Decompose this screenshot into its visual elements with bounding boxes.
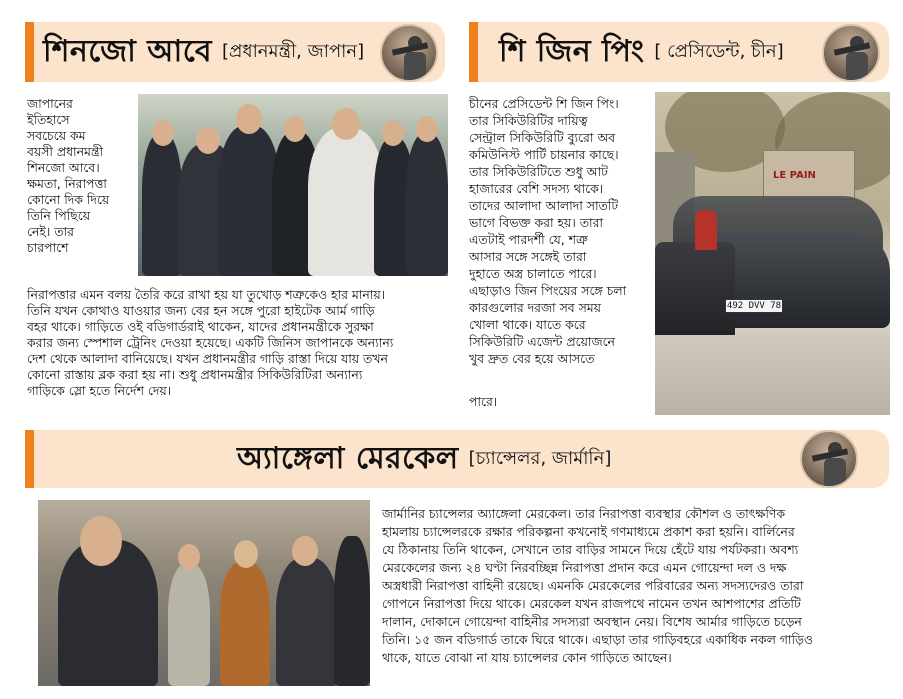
text-line: এছাড়াও জিন পিংয়ের সঙ্গে চলা	[469, 283, 627, 298]
text-line: সিকিউরিটি এজেন্ট প্রয়োজনে	[469, 334, 615, 349]
accent-bar	[469, 22, 478, 82]
accent-bar	[25, 22, 34, 82]
text-line: আসার সঙ্গে সঙ্গেই তারা	[469, 249, 587, 264]
text-line: গাড়িকে স্লো হতে নির্দেশ দেয়।	[27, 383, 172, 398]
merkel-photo	[38, 500, 370, 686]
text-line: কোনো রাস্তায় ব্লক করা হয় না। শুধু প্রধানমন্ত্রীর সিকিউরিটিরা অন্যান্য	[27, 367, 363, 382]
text-line: সবচেয়ে কম	[27, 128, 86, 143]
text-line: অস্ত্রধারী নিরাপত্তা বাহিনী রয়েছে। এমনকি মেরকেলের পরিবারের অন্য সদস্যদেরও তারা	[382, 578, 804, 593]
text-line: পারে।	[469, 394, 498, 409]
merkel-header-title	[237, 430, 611, 488]
text-line: বহর থাকে। গাড়িতে ওই বডিগার্ডরাই থাকেন, যাদের প্রধানমন্ত্রীকে সুরক্ষা	[27, 319, 374, 334]
text-line: ভাগে বিভক্ত করা হয়। তারা	[469, 215, 604, 230]
abe-role: [প্রধানমন্ত্রী, জাপান]	[222, 40, 365, 62]
shop-sign: LE PAIN	[773, 170, 816, 181]
text-line: মেরকেলের জন্য ২৪ ঘণ্টা নিরবচ্ছিন্ন নিরাপত্তা প্রদান করে এমন গোয়েন্দা দল ও দক্ষ	[382, 560, 787, 575]
text-line: তিনি। ১৫ জন বডিগার্ড তাকে ঘিরে থাকে। এছাড়া তার গাড়িবহরে একাধিক নকল গাড়িও	[382, 632, 814, 647]
xi-role: [ প্রেসিডেন্ট, চীন]	[654, 40, 784, 62]
text-line: তার সিকিউরিটির দায়িত্ব	[469, 113, 588, 128]
merkel-role: [চ্যান্সেলর, জার্মানি]	[468, 447, 612, 469]
license-plate: 492 DVV 78	[726, 301, 782, 311]
text-line: খোলা থাকে। যাতে করে	[469, 317, 586, 332]
merkel-header-banner	[25, 430, 889, 488]
text-line: তিনি পিছিয়ে	[27, 208, 91, 223]
text-line: দুহাতে অস্ত্র চালাতে পারে।	[469, 266, 597, 281]
text-line: তার সিকিউরিটিতে শুধু আট	[469, 164, 608, 179]
merkel-name: অ্যাঙ্গেলা মেরকেল	[237, 440, 459, 476]
text-line: শিনজো আবে।	[27, 160, 100, 175]
text-line: যে ঠিকানায় তিনি থাকেন, সেখানে তার বাড়ির সামনে দিয়ে হেঁটে যায় পর্যটকরা। অবশ্য	[382, 542, 799, 557]
text-line: হামলায় চ্যান্সেলরকে রক্ষার পরিকল্পনা কখনোই গণমাধ্যমে প্রকাশ করা হয়নি। বার্লিনের	[382, 524, 795, 539]
text-line: নেই। তার	[27, 224, 74, 239]
text-line: খুব দ্রুত বের হয়ে আসতে	[469, 351, 595, 366]
abe-name: শিনজো আবে	[43, 33, 213, 69]
text-line: দেশ থেকে আলাদা বানিয়েছে। যখন প্রধানমন্ত্রীর গাড়ি রাস্তা দিয়ে যায় তখন	[27, 351, 388, 366]
text-line: ক্ষমতা, নিরাপত্তা	[27, 176, 107, 191]
text-line: জার্মানির চ্যান্সেলর অ্যাঙ্গেলা মেরকেল। তার নিরাপত্তা ব্যবস্থার কৌশল ও তাৎক্ষণিক	[382, 506, 786, 521]
text-line: কারগুলোর দরজা সব সময়	[469, 300, 601, 315]
text-line: থাকে, যাতে বোঝা না যায় চ্যান্সেলর কোন গাড়িতে আছেন।	[382, 650, 672, 665]
text-line: করার জন্য স্পেশাল ট্রেনিং দেওয়া হয়েছে। একটি জিনিস জাপানকে অন্যান্য	[27, 335, 394, 350]
security-guard-badge-icon	[822, 24, 880, 82]
text-line: তাদের আলাদা আলাদা সাতটি	[469, 198, 619, 213]
text-line: দালান, দোকানে গোয়েন্দা বাহিনীর সদস্যরা অবস্থান নেয়। বিশেষ আর্মার গাড়িতে চড়েন	[382, 614, 802, 629]
text-line: কমিউনিস্ট পার্টি চায়নার কাছে।	[469, 147, 619, 162]
text-line: তিনি যখন কোথাও যাওয়ার জন্য বের হন সঙ্গে পুরো হাইটেক আর্ম গাড়ি	[27, 303, 375, 318]
text-line: চীনের প্রেসিডেন্ট শি জিন পিং।	[469, 96, 619, 111]
security-guard-badge-icon	[380, 24, 438, 82]
xi-motorcade-photo	[655, 92, 890, 415]
text-line: বয়সী প্রধানমন্ত্রী	[27, 144, 104, 159]
accent-bar	[25, 430, 34, 488]
text-line: এতটাই পারদর্শী যে, শত্রু	[469, 232, 588, 247]
text-line: নিরাপত্তার এমন বলয় তৈরি করে রাখা হয় যা তুখোড় শত্রুকেও হার মানায়।	[27, 287, 386, 302]
xi-name: শি জিন পিং	[499, 33, 645, 69]
text-line: জাপানের	[27, 96, 73, 111]
security-guard-badge-icon	[800, 430, 858, 488]
text-line: গোপনে নিরাপত্তা দিয়ে থাকে। মেরকেল যখন রাজপথে নামেন তখন আশপাশের প্রতিটি	[382, 596, 801, 611]
text-line: ইতিহাসে	[27, 112, 70, 127]
text-line: হাজারের বেশি সদস্য থাকে।	[469, 181, 604, 196]
text-line: কোনো দিক দিয়ে	[27, 192, 110, 207]
abe-header-title	[43, 22, 364, 82]
text-line: চারপাশে	[27, 240, 69, 255]
text-line: সেন্ট্রাল সিকিউরিটি ব্যুরো অব	[469, 130, 616, 145]
abe-photo	[138, 94, 448, 276]
xi-header-title	[499, 22, 784, 82]
